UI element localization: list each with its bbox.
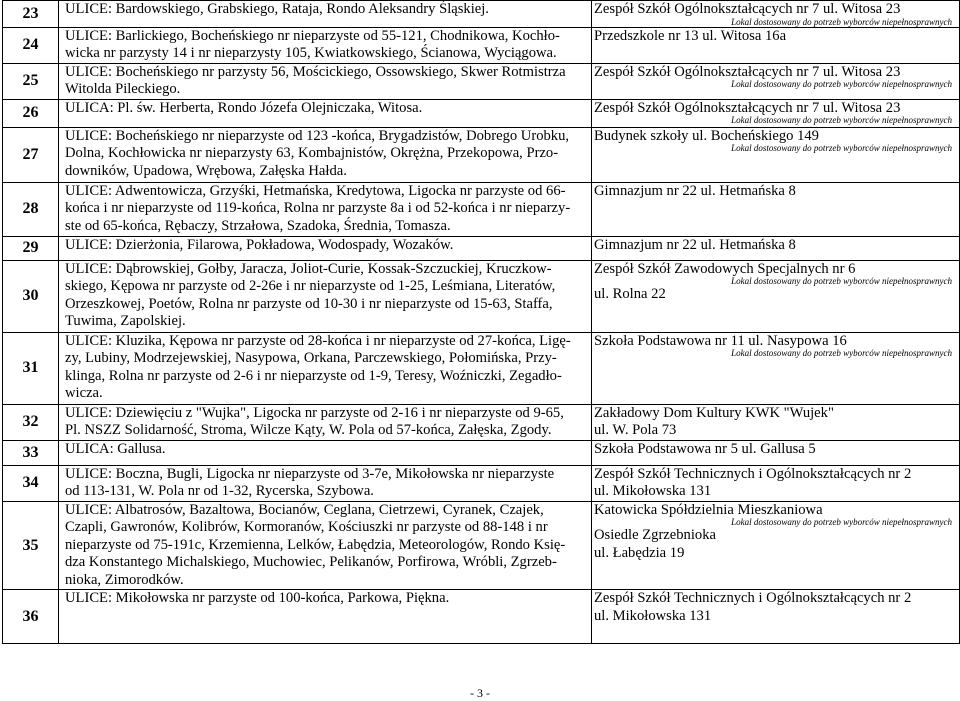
- streets-cell: [59, 127, 592, 182]
- polling-location-line: Zespół Szkół Ogólnokształcących nr 7 ul. Witosa 23: [594, 99, 901, 116]
- streets-line: Tuwima, Zapolskiej.: [65, 313, 186, 329]
- accessibility-note: Lokal dostosowany do potrzeb wyborców niepełnosprawnych: [731, 276, 952, 286]
- polling-location-cell: [592, 1, 960, 28]
- polling-location-line: Zespół Szkół Technicznych i Ogólnokształcących nr 2: [594, 465, 912, 482]
- streets-cell: [59, 1, 592, 28]
- accessibility-note: Lokal dostosowany do potrzeb wyborców niepełnosprawnych: [731, 517, 952, 527]
- accessibility-note: Lokal dostosowany do potrzeb wyborców niepełnosprawnych: [731, 115, 952, 125]
- polling-location-line: Szkoła Podstawowa nr 11 ul. Nasypowa 16: [594, 332, 847, 349]
- polling-location-line: Zakładowy Dom Kultury KWK "Wujek": [594, 404, 834, 421]
- district-number: 30: [3, 260, 59, 332]
- district-table: [2, 0, 960, 644]
- accessibility-note: Lokal dostosowany do potrzeb wyborców niepełnosprawnych: [731, 16, 952, 27]
- accessibility-note: Lokal dostosowany do potrzeb wyborców niepełnosprawnych: [731, 79, 952, 89]
- polling-location-line: Zespół Szkół Technicznych i Ogólnokształcących nr 2: [594, 590, 912, 606]
- table-row: [3, 236, 960, 260]
- polling-location-line: ul. Rolna 22: [594, 286, 666, 302]
- streets-line: ULICE: Barlickiego, Bocheńskiego nr nieparzyste od 55-121, Chodnikowa, Kochło-: [65, 27, 560, 44]
- streets-cell: [59, 63, 592, 99]
- table-row: [3, 27, 960, 63]
- streets-line: dza Konstantego Michalskiego, Muchowiec, Pelikanów, Porfirowa, Wróbli, Zgrzeb-: [65, 554, 557, 570]
- polling-location-cell: [592, 27, 960, 63]
- streets-line: ULICE: Boczna, Bugli, Ligocka nr nieparzyste od 3-7e, Mikołowska nr nieparzyste: [65, 465, 555, 482]
- polling-location-line: Zespół Szkół Ogólnokształcących nr 7 ul. Witosa 23: [594, 1, 901, 17]
- accessibility-note: Lokal dostosowany do potrzeb wyborców niepełnosprawnych: [731, 348, 952, 358]
- table-row: [3, 332, 960, 404]
- streets-line: ULICE: Dzierżonia, Filarowa, Pokładowa, Wodospady, Wozaków.: [65, 236, 454, 253]
- district-number: 34: [3, 465, 59, 501]
- streets-line: wicza.: [65, 385, 103, 401]
- table-row: [3, 590, 960, 644]
- streets-line: klinga, Rolna nr parzyste od 2-6 i nr nieparzyste od 1-9, Teresy, Woźniczki, Zegadło-: [65, 367, 562, 384]
- streets-cell: [59, 260, 592, 332]
- district-number: 32: [3, 404, 59, 440]
- polling-location-line: ul. W. Pola 73: [594, 422, 677, 438]
- streets-line: ULICE: Dąbrowskiej, Gołby, Jaracza, Joliot-Curie, Kossak-Szczuckiej, Kruczkow-: [65, 260, 552, 277]
- polling-location-cell: [592, 404, 960, 440]
- streets-line: ULICA: Gallusa.: [65, 440, 166, 457]
- polling-location-line: ul. Mikołowska 131: [594, 483, 712, 499]
- polling-location-line: ul. Łabędzia 19: [594, 544, 685, 561]
- streets-line: wicka nr parzysty 14 i nr nieparzysty 105, Kwiatkowskiego, Ścianowa, Wyciągowa.: [65, 45, 557, 61]
- accessibility-note: Lokal dostosowany do potrzeb wyborców niepełnosprawnych: [731, 143, 952, 153]
- streets-line: ULICE: Bocheńskiego nr parzysty 56, Mościckiego, Ossowskiego, Skwer Rotmistrza: [65, 63, 566, 80]
- polling-location-line: Budynek szkoły ul. Bocheńskiego 149: [594, 127, 819, 144]
- streets-line: ULICE: Adwentowicza, Grzyśki, Hetmańska, Kredytowa, Ligocka nr parzyste od 66-: [65, 182, 566, 199]
- streets-line: zy, Lubiny, Modrzejewskiej, Nasypowa, Orkana, Parczewskiego, Połomińska, Przy-: [65, 350, 557, 366]
- polling-location-cell: [592, 63, 960, 99]
- district-number: 26: [3, 99, 59, 127]
- polling-location-cell: [592, 260, 960, 332]
- polling-location-cell: [592, 501, 960, 590]
- polling-location-line: Szkoła Podstawowa nr 5 ul. Gallusa 5: [594, 440, 816, 457]
- streets-line: ULICE: Bardowskiego, Grabskiego, Rataja, Rondo Aleksandry Śląskiej.: [65, 1, 489, 17]
- streets-line: Orzeszkowej, Poetów, Rolna nr parzyste od 10-30 i nr nieparzyste od 15-63, Staffa,: [65, 295, 553, 312]
- polling-location-cell: [592, 465, 960, 501]
- table-row: [3, 404, 960, 440]
- page-number: - 3 -: [470, 686, 490, 700]
- streets-line: od 113-131, W. Pola nr od 1-32, Rycerska, Szybowa.: [65, 483, 374, 499]
- streets-line: downików, Upadowa, Wrębowa, Załęska Hałda.: [65, 162, 347, 179]
- polling-location-line: Osiedle Zgrzebnioka: [594, 527, 716, 543]
- streets-line: Witolda Pileckiego.: [65, 81, 181, 97]
- streets-line: ULICA: Pl. św. Herberta, Rondo Józefa Olejniczaka, Witosa.: [65, 99, 423, 116]
- table-row: [3, 99, 960, 127]
- polling-location-line: Katowicka Spółdzielnia Mieszkaniowa: [594, 501, 823, 518]
- streets-line: ULICE: Dziewięciu z "Wujka", Ligocka nr parzyste od 2-16 i nr nieparzyste od 9-65,: [65, 404, 564, 421]
- polling-location-line: Zespół Szkół Ogólnokształcących nr 7 ul. Witosa 23: [594, 63, 901, 80]
- polling-location-line: ul. Mikołowska 131: [594, 607, 712, 624]
- table-row: [3, 63, 960, 99]
- polling-location-cell: [592, 182, 960, 236]
- district-number: 29: [3, 236, 59, 260]
- streets-line: nieparzyste od 75-191c, Krzemienna, Lelków, Łabędzia, Meteorologów, Rondo Księ-: [65, 536, 566, 553]
- district-number: 33: [3, 440, 59, 465]
- streets-line: skiego, Kępowa nr parzyste od 2-26e i nr nieparzyste od 1-25, Leśmiana, Literatów,: [65, 278, 556, 294]
- streets-line: ULICE: Albatrosów, Bazaltowa, Bocianów, Ceglana, Cietrzewi, Cyranek, Czajek,: [65, 501, 544, 518]
- streets-cell: [59, 236, 592, 260]
- district-table-body: [3, 1, 960, 644]
- district-number: 35: [3, 501, 59, 590]
- district-number: 31: [3, 332, 59, 404]
- polling-location-line: Gimnazjum nr 22 ul. Hetmańska 8: [594, 182, 796, 199]
- streets-cell: [59, 440, 592, 465]
- district-number: 25: [3, 63, 59, 99]
- streets-line: Czapli, Gawronów, Kolibrów, Kormoranów, Kościuszki nr parzyste od 88-148 i nr: [65, 519, 548, 535]
- polling-location-cell: [592, 236, 960, 260]
- polling-location-cell: [592, 590, 960, 644]
- district-number: 27: [3, 127, 59, 182]
- streets-cell: [59, 465, 592, 501]
- streets-cell: [59, 501, 592, 590]
- table-row: [3, 440, 960, 465]
- streets-line: nioka, Zimorodków.: [65, 571, 184, 588]
- table-row: [3, 127, 960, 182]
- polling-location-line: Przedszkole nr 13 ul. Witosa 16a: [594, 27, 787, 44]
- table-row: [3, 260, 960, 332]
- streets-line: ULICE: Bocheńskiego nr nieparzyste od 123 -końca, Brygadzistów, Dobrego Urobku,: [65, 127, 570, 144]
- district-number: 36: [3, 590, 59, 644]
- polling-location-line: Gimnazjum nr 22 ul. Hetmańska 8: [594, 236, 796, 253]
- streets-line: końca i nr nieparzyste od 119-końca, Rolna nr parzyste 8a i od 52-końca i nr nieparzy-: [65, 200, 571, 216]
- streets-cell: [59, 182, 592, 236]
- streets-line: ste od 65-końca, Rębaczy, Strzałowa, Szadoka, Średnia, Tomasza.: [65, 217, 451, 234]
- streets-cell: [59, 332, 592, 404]
- polling-location-cell: [592, 127, 960, 182]
- streets-line: Dolna, Kochłowicka nr nieparzysty 63, Kombajnistów, Okrężna, Przekopowa, Przo-: [65, 145, 559, 161]
- polling-location-cell: [592, 332, 960, 404]
- table-row: [3, 1, 960, 28]
- district-number: 23: [3, 1, 59, 28]
- polling-location-line: Zespół Szkół Zawodowych Specjalnych nr 6: [594, 260, 856, 277]
- streets-cell: [59, 590, 592, 644]
- streets-cell: [59, 99, 592, 127]
- district-number: 28: [3, 182, 59, 236]
- streets-line: Pl. NSZZ Solidarność, Stroma, Wilcze Kąty, W. Pola od 57-końca, Załęska, Zgody.: [65, 422, 552, 438]
- polling-location-cell: [592, 99, 960, 127]
- table-row: [3, 182, 960, 236]
- streets-cell: [59, 404, 592, 440]
- district-number: 24: [3, 27, 59, 63]
- table-row: [3, 501, 960, 590]
- streets-cell: [59, 27, 592, 63]
- polling-location-cell: [592, 440, 960, 465]
- streets-line: ULICE: Mikołowska nr parzyste od 100-końca, Parkowa, Piękna.: [65, 590, 450, 606]
- streets-line: ULICE: Kluzika, Kępowa nr parzyste od 28-końca i nr nieparzyste od 27-końca, Ligę-: [65, 332, 571, 349]
- table-row: [3, 465, 960, 501]
